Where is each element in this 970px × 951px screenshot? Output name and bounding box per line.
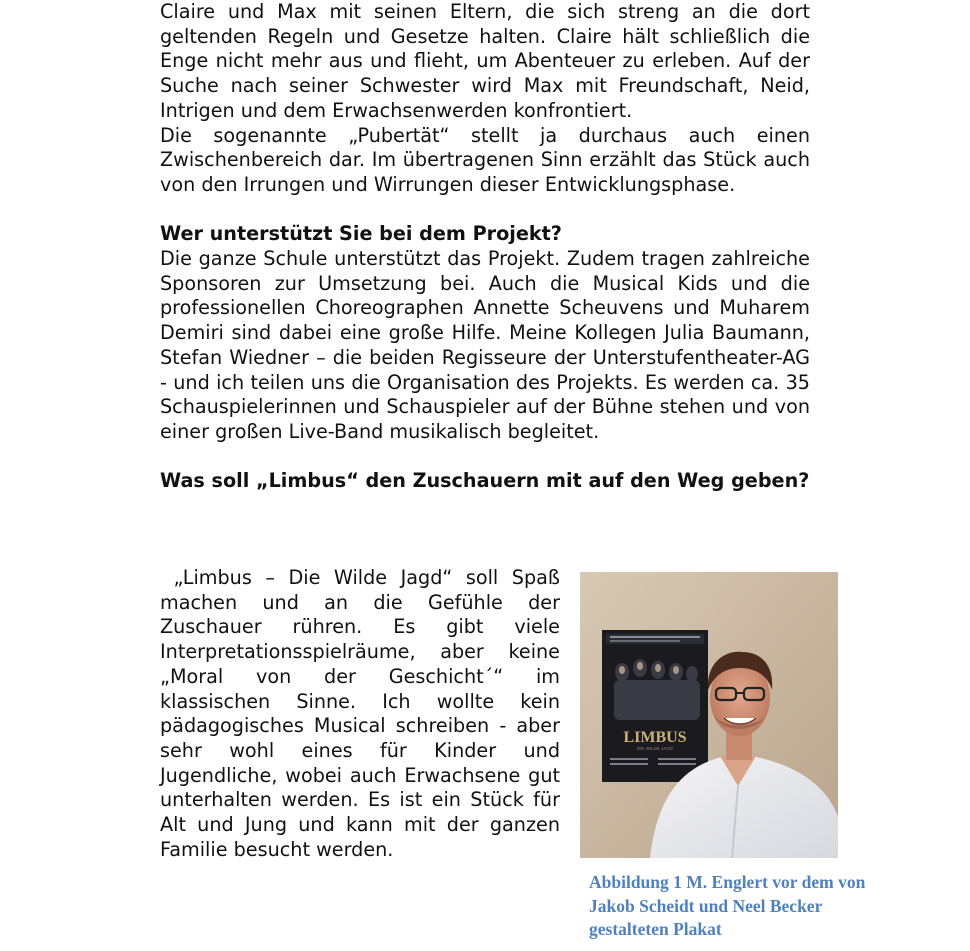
answer-paragraph-2: „Limbus – Die Wilde Jagd“ soll Spaß machen und an die Gefühle der Zuschauer rühren. Es gibt viele Interpretationsspielräume, aber keine „Moral von der Geschicht´“ im klassischen Sinne. Ich wollte kein pädagogisches Musical schreiben - aber sehr wohl eines für Kinder und Jugendliche, wobei auch Erwachsene gut unterhalten werden. Es ist ein Stück für Alt und Jung und kann mit der ganzen Familie besucht werden. [160,566,567,861]
figure-photo [580,572,838,858]
poster-title: LIMBUS [623,729,687,746]
paragraph-spacer [160,445,810,470]
photo-illustration [580,572,838,858]
question-heading-2: Was soll „Limbus“ den Zuschauern mit auf den Weg geben? [160,469,810,493]
puberty-paragraph: Die sogenannte „Pubertät“ stellt ja durchaus auch einen Zwischenbereich dar. Im übertragenen Sinn erzählt das Stück auch von den Irrungen und Wirrungen dieser Entwicklungsphase. [160,123,810,196]
figure-caption: Abbildung 1 M. Englert vor dem von Jakob Scheidt und Neel Becker gestalteten Plakat [589,872,866,939]
limbus-poster [602,630,708,782]
poster-subtitle: DIE WILDE JAGD [636,746,674,751]
answer-paragraph-2-wrap [160,566,567,862]
answer-paragraph-1: Die ganze Schule unterstützt das Projekt. Zudem tragen zahlreiche Sponsoren zur Umsetzung bei. Auch die Musical Kids und die professionellen Choreographen Annette Scheuvens und Muharem Demiri sind dabei eine große Hilfe. Meine Kollegen Julia Baumann, Stefan Wiedner – die beiden Regisseure der Unterstufentheater-AG - und ich teilen uns die Organisation des Projekts. Es werden ca. 35 Schauspielerinnen und Schauspieler auf der Bühne stehen und von einer großen Live-Band musikalisch begleitet. [160,247,810,443]
paragraph-spacer [160,198,810,223]
question-heading-1: Wer unterstützt Sie bei dem Projekt? [160,222,562,246]
main-text-column [160,0,810,494]
intro-paragraph: Claire und Max mit seinen Eltern, die sich streng an die dort geltenden Regeln und Gesetze halten. Claire hält schließlich die Enge nicht mehr aus und flieht, um Abenteuer zu erleben. Auf der Suche nach seiner Schwester wird Max mit Freundschaft, Neid, Intrigen und dem Erwachsenwerden konfrontiert. [160,0,810,122]
